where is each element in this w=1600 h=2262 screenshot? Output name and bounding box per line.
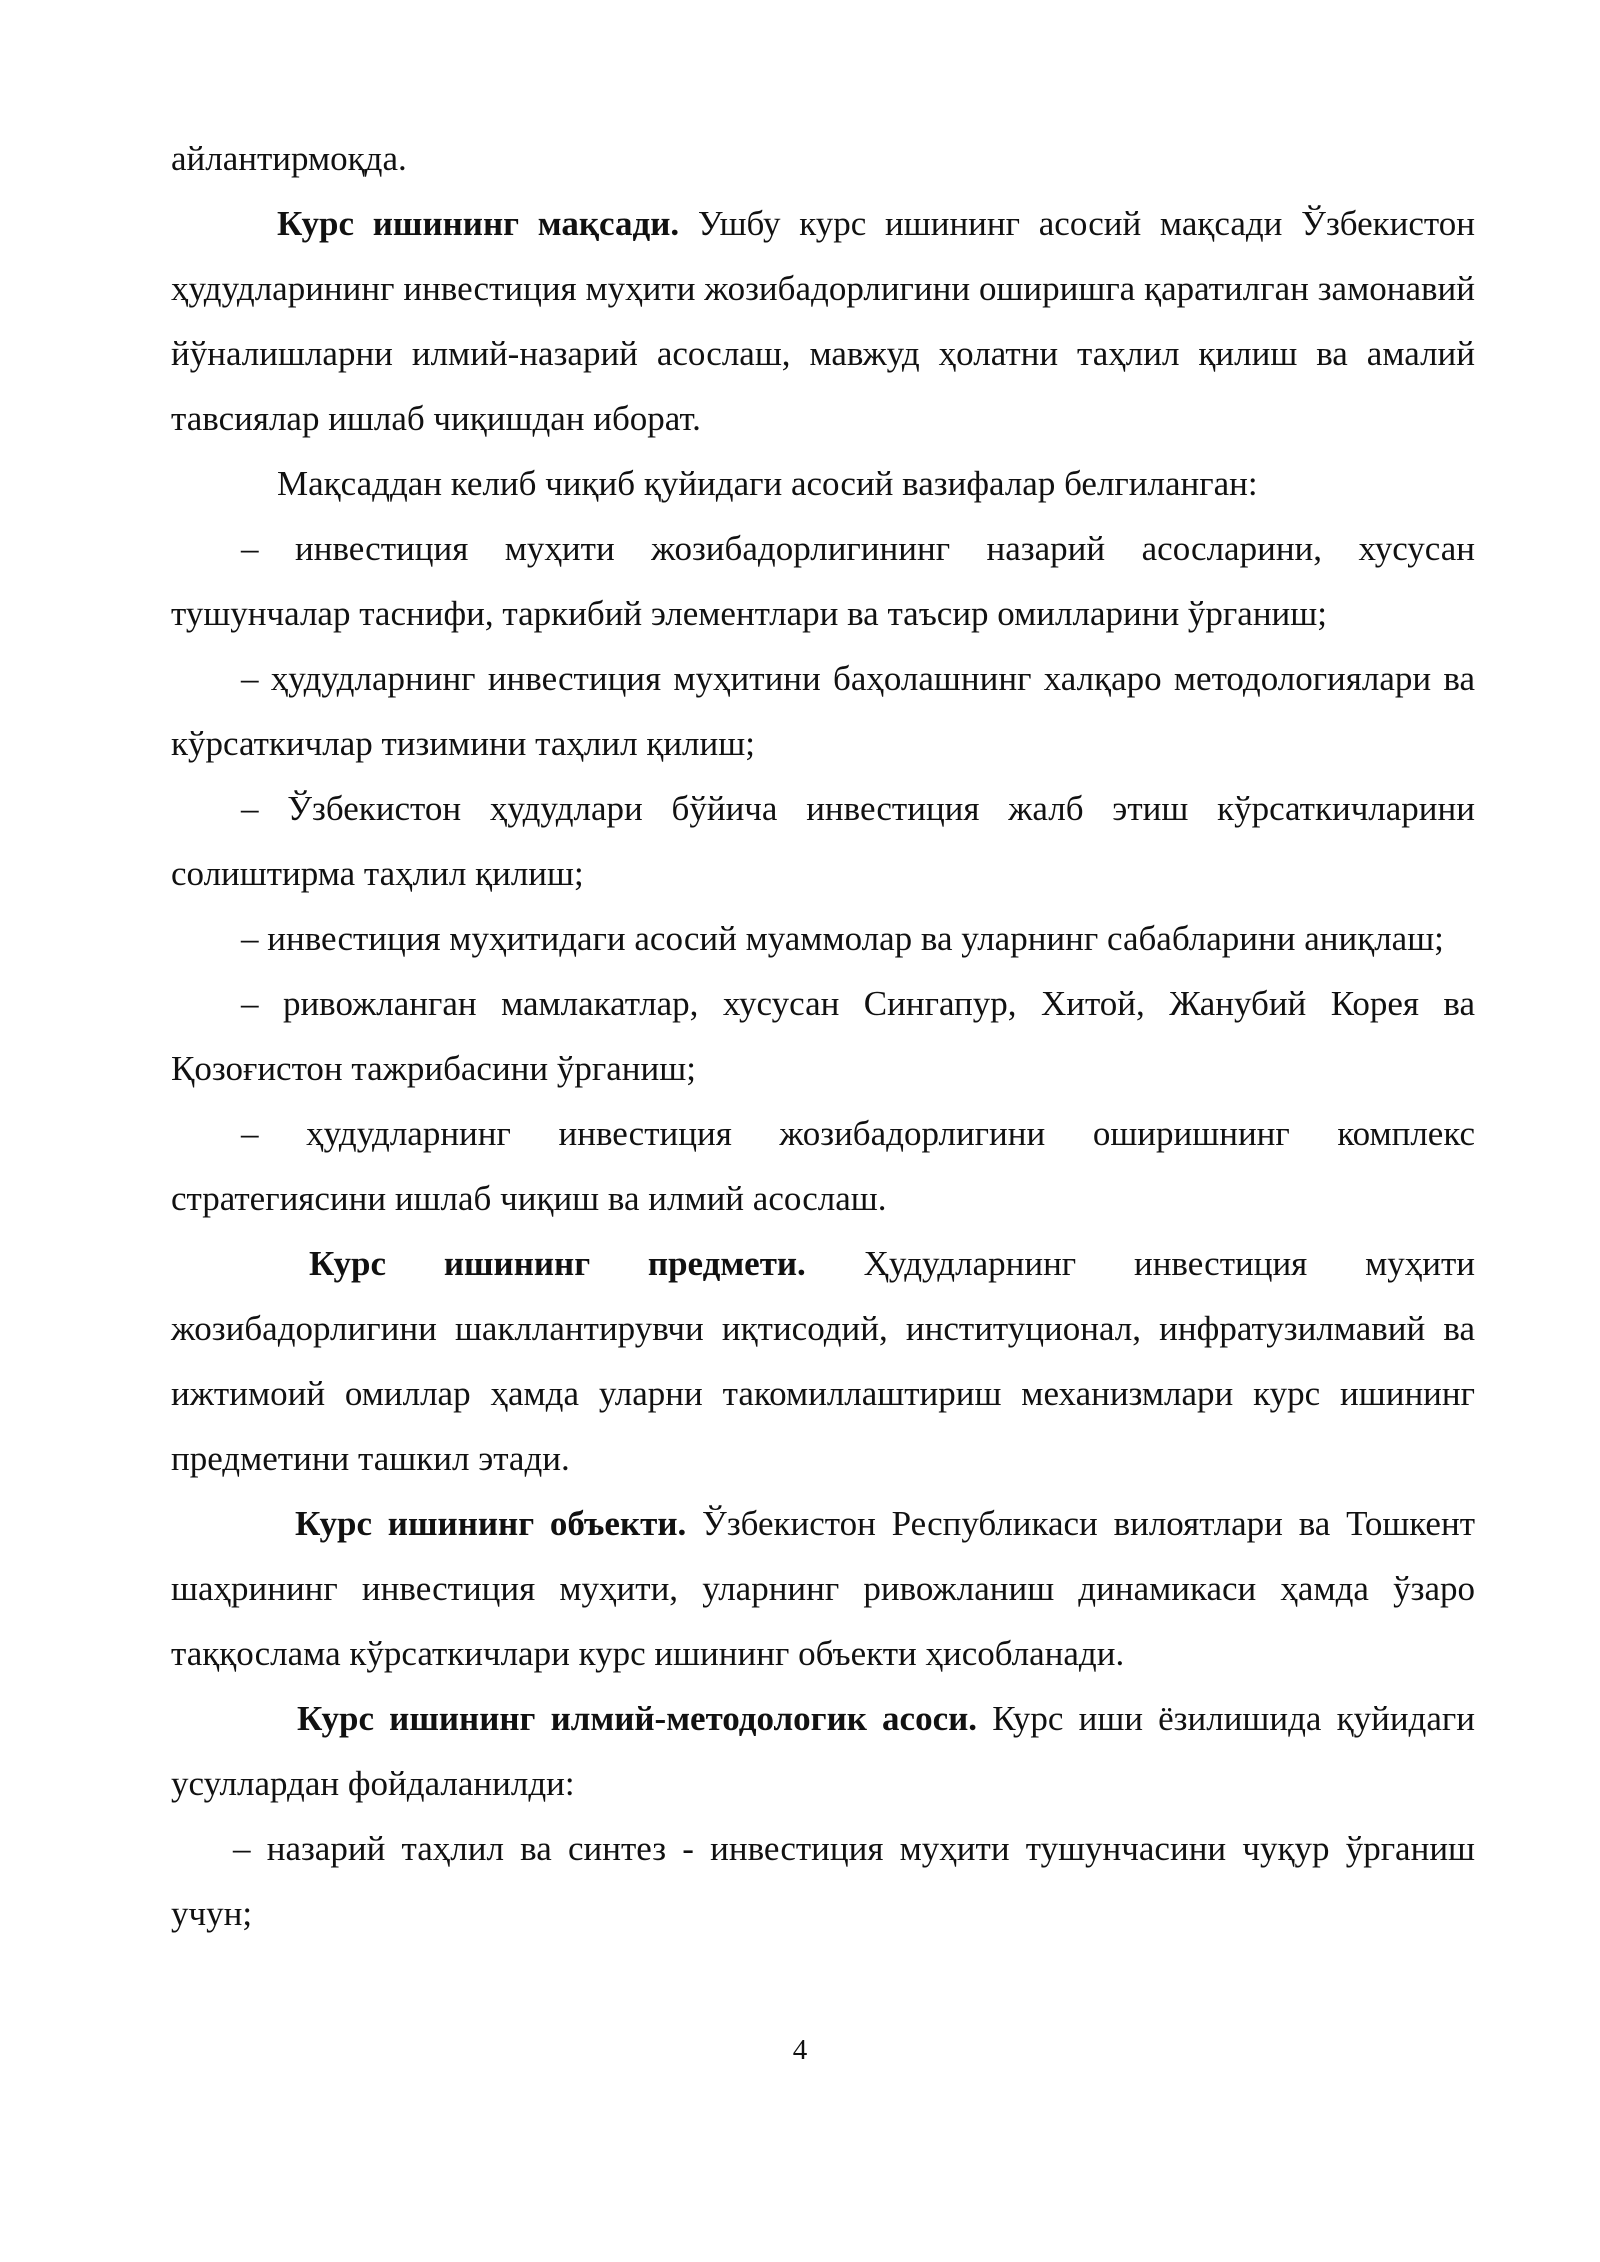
method-item: – назарий таҳлил ва синтез - инвестиция муҳити тушунчасини чуқур ўрганиш учун; (171, 1829, 1475, 1933)
page-content (171, 126, 1475, 1946)
subject-text: Ҳудудларнинг инвестиция муҳити жозибадорлигини шакллантирувчи иқтисодий, институционал, инфратузилмавий ва ижтимоий омиллар ҳамда уларни такомиллаштириш механизмлари курс ишининг предметини ташкил этади. (171, 1244, 1476, 1478)
task-item: – ривожланган мамлакатлар, хусусан Сингапур, Хитой, Жанубий Корея ва Қозоғистон тажрибасини ўрганиш; (171, 984, 1475, 1088)
methodology-paragraph (171, 1686, 1475, 1816)
page-number: 4 (792, 2034, 808, 2066)
task-item: – инвестиция муҳити жозибадорлигининг назарий асосларини, хусусан тушунчалар таснифи, таркибий элементлари ва таъсир омилларини ўрганиш; (171, 529, 1475, 633)
task-item: – ҳудудларнинг инвестиция муҳитини баҳолашнинг халқаро методологиялари ва кўрсаткичлар тизимини таҳлил қилиш; (171, 659, 1475, 763)
object-text: Ўзбекистон Республикаси вилоятлари ва Тошкент шаҳрининг инвестиция муҳити, уларнинг ривожланиш динамикаси ҳамда ўзаро таққослама кўрсаткичлари курс ишининг объекти ҳисобланади. (171, 1504, 1475, 1673)
methodology-heading: Курс ишининг илмий-методологик асоси. (297, 1699, 978, 1738)
goal-text: Ушбу курс ишининг асосий мақсади Ўзбекистон ҳудудларининг инвестиция муҳити жозибадорлигини оширишга қаратилган замонавий йўналишларни илмий-назарий асослаш, мавжуд ҳолатни таҳлил қилиш ва амалий тавсиялар ишлаб чиқишдан иборат. (171, 204, 1475, 438)
task-item: – Ўзбекистон ҳудудлари бўйича инвестиция жалб этиш кўрсаткичларини солиштирма таҳлил қилиш; (171, 789, 1475, 893)
object-heading: Курс ишининг объекти. (295, 1504, 687, 1543)
task-item: – ҳудудларнинг инвестиция жозибадорлигини оширишнинг комплекс стратегиясини ишлаб чиқиш ва илмий асослаш. (171, 1114, 1475, 1218)
task-item: – инвестиция муҳитидаги асосий муаммолар ва уларнинг сабабларини аниқлаш; (241, 919, 1444, 958)
goal-heading: Курс ишининг мақсади. (277, 204, 680, 243)
subject-heading: Курс ишининг предмети. (309, 1244, 806, 1283)
methodology-text: Курс иши ёзилишида қуйидаги усуллардан фойдаланилди: (171, 1699, 1475, 1803)
goal-paragraph (171, 191, 1475, 451)
tasks-intro-paragraph: Мақсаддан келиб чиқиб қуйидаги асосий вазифалар белгиланган: (277, 464, 1258, 503)
subject-paragraph (171, 1231, 1475, 1491)
lead-in-paragraph: айлантирмоқда. (171, 139, 407, 178)
object-paragraph (171, 1491, 1475, 1686)
